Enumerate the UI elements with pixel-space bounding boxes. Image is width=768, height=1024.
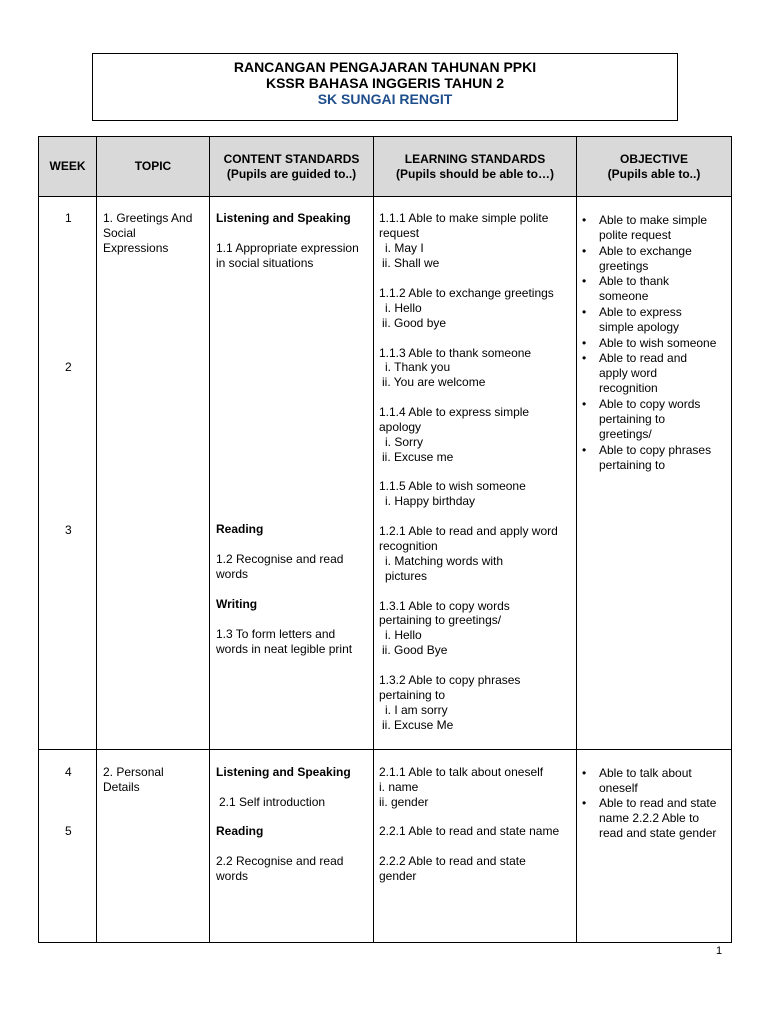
learning-text: ii. Good bye [382, 316, 447, 330]
objective-text: simple apology [599, 320, 680, 334]
learning-text: request [379, 226, 420, 240]
learning-text: i. Hello [385, 628, 422, 642]
objective-text: oneself [599, 781, 638, 795]
content-text: 1.1 Appropriate expression [216, 241, 359, 255]
learning-text: i. Happy birthday [385, 494, 476, 508]
content-text: words [216, 869, 249, 883]
learning-text: 1.2.1 Able to read and apply word [379, 524, 558, 538]
week-number: 5 [65, 824, 72, 838]
content-text: 2.2 Recognise and read [216, 854, 344, 868]
learning-text: i. Sorry [385, 435, 424, 449]
objective-text: pertaining to [599, 458, 666, 472]
content-text: in social situations [216, 256, 314, 270]
learning-text: pertaining to greetings/ [379, 613, 502, 627]
week-number: 2 [65, 360, 72, 374]
content-standards-cell [210, 197, 374, 750]
objective-item: • Able to make simple [599, 213, 707, 228]
objective-item: • Able to read and [599, 351, 687, 366]
table-row [39, 750, 732, 943]
skill-heading: Listening and Speaking [216, 765, 351, 779]
content-text: 1.2 Recognise and read [216, 552, 344, 566]
topic-cell [97, 197, 210, 750]
week-number: 3 [65, 523, 72, 537]
objective-item: • Able to exchange [599, 244, 692, 259]
week-number: 1 [65, 211, 72, 225]
objective-text: polite request [599, 228, 672, 242]
objective-item: • Able to copy phrases [599, 443, 711, 458]
learning-text: ii. gender [379, 795, 429, 809]
content-text: words [216, 567, 249, 581]
learning-text: 1.1.3 Able to thank someone [379, 346, 532, 360]
skill-heading: Reading [216, 522, 264, 536]
learning-text: 2.1.1 Able to talk about oneself [379, 765, 544, 779]
header-objective: OBJECTIVE (Pupils able to..) [577, 137, 732, 197]
objective-text: greetings [599, 259, 649, 273]
learning-text: i. Matching words with [385, 554, 504, 568]
header-topic: TOPIC [97, 137, 210, 197]
objective-text: recognition [599, 381, 658, 395]
learning-text: ii. Good Bye [382, 643, 448, 657]
content-text: words in neat legible print [216, 642, 353, 656]
table-header-row [39, 137, 732, 197]
topic-text: 2. Personal [103, 765, 164, 779]
document-title-box [92, 53, 678, 121]
objective-item: • Able to talk about [599, 766, 692, 781]
skill-heading: Listening and Speaking [216, 211, 351, 225]
learning-text: 2.2.2 Able to read and state [379, 854, 526, 868]
skill-heading: Writing [216, 597, 258, 611]
header-content-standards: CONTENT STANDARDS (Pupils are guided to..) [210, 137, 374, 197]
objective-item: • Able to express [599, 305, 682, 320]
objective-cell [577, 197, 732, 750]
page-number: 1 [716, 945, 723, 957]
learning-standards-cell [374, 750, 577, 943]
objective-item: • Able to copy words [599, 397, 700, 412]
learning-text: 1.3.1 Able to copy words [379, 599, 510, 613]
learning-text: i. name [379, 780, 419, 794]
learning-text: 1.1.5 Able to wish someone [379, 479, 526, 493]
learning-text: i. I am sorry [385, 703, 448, 717]
learning-text: ii. Shall we [382, 256, 440, 270]
learning-text: 1.1.2 Able to exchange greetings [379, 286, 554, 300]
header-week: WEEK [39, 137, 97, 197]
topic-text: 1. Greetings And [103, 211, 193, 225]
title-line-2: KSSR BAHASA INGGERIS TAHUN 2 [265, 75, 505, 91]
topic-cell [97, 750, 210, 943]
content-standards-cell [210, 750, 374, 943]
learning-text: recognition [379, 539, 438, 553]
topic-text: Social [103, 226, 136, 240]
learning-text: apology [379, 420, 422, 434]
learning-text: ii. You are welcome [382, 375, 486, 389]
learning-text: pertaining to [379, 688, 446, 702]
objective-item: • Able to wish someone [599, 336, 716, 351]
learning-text: ii. Excuse Me [382, 718, 454, 732]
objective-text: pertaining to [599, 412, 666, 426]
learning-text: i. May I [385, 241, 424, 255]
week-cell [39, 750, 97, 943]
week-number: 4 [65, 765, 72, 779]
learning-text: ii. Excuse me [382, 450, 454, 464]
objective-text: greetings/ [599, 427, 652, 441]
objective-text: name 2.2.2 Able to [599, 811, 700, 825]
learning-text: pictures [385, 569, 428, 583]
learning-text: 1.3.2 Able to copy phrases [379, 673, 521, 687]
learning-text: gender [379, 869, 417, 883]
learning-text: i. Thank you [385, 360, 451, 374]
header-learning-standards: LEARNING STANDARDS (Pupils should be able to…) [374, 137, 577, 197]
objective-item: • Able to read and state [599, 796, 716, 811]
learning-text: 2.2.1 Able to read and state name [379, 824, 560, 838]
learning-text: 1.1.4 Able to express simple [379, 405, 530, 419]
school-name: SK SUNGAI RENGIT [317, 91, 453, 107]
week-cell [39, 197, 97, 750]
objective-text: apply word [599, 366, 658, 380]
objective-item: • Able to thank [599, 274, 669, 289]
learning-text: 1.1.1 Able to make simple polite [379, 211, 549, 225]
title-line-1: RANCANGAN PENGAJARAN TAHUNAN PPKI [233, 59, 537, 75]
table-row [39, 197, 732, 750]
topic-text: Expressions [103, 241, 169, 255]
learning-text: i. Hello [385, 301, 422, 315]
topic-text: Details [103, 780, 140, 794]
learning-standards-cell [374, 197, 577, 750]
skill-heading: Reading [216, 824, 264, 838]
objective-text: someone [599, 289, 649, 303]
objective-cell [577, 750, 732, 943]
content-text: 1.3 To form letters and [216, 627, 336, 641]
content-text: 2.1 Self introduction [219, 795, 326, 809]
objective-text: read and state gender [599, 826, 717, 840]
lesson-plan-table [38, 136, 732, 943]
